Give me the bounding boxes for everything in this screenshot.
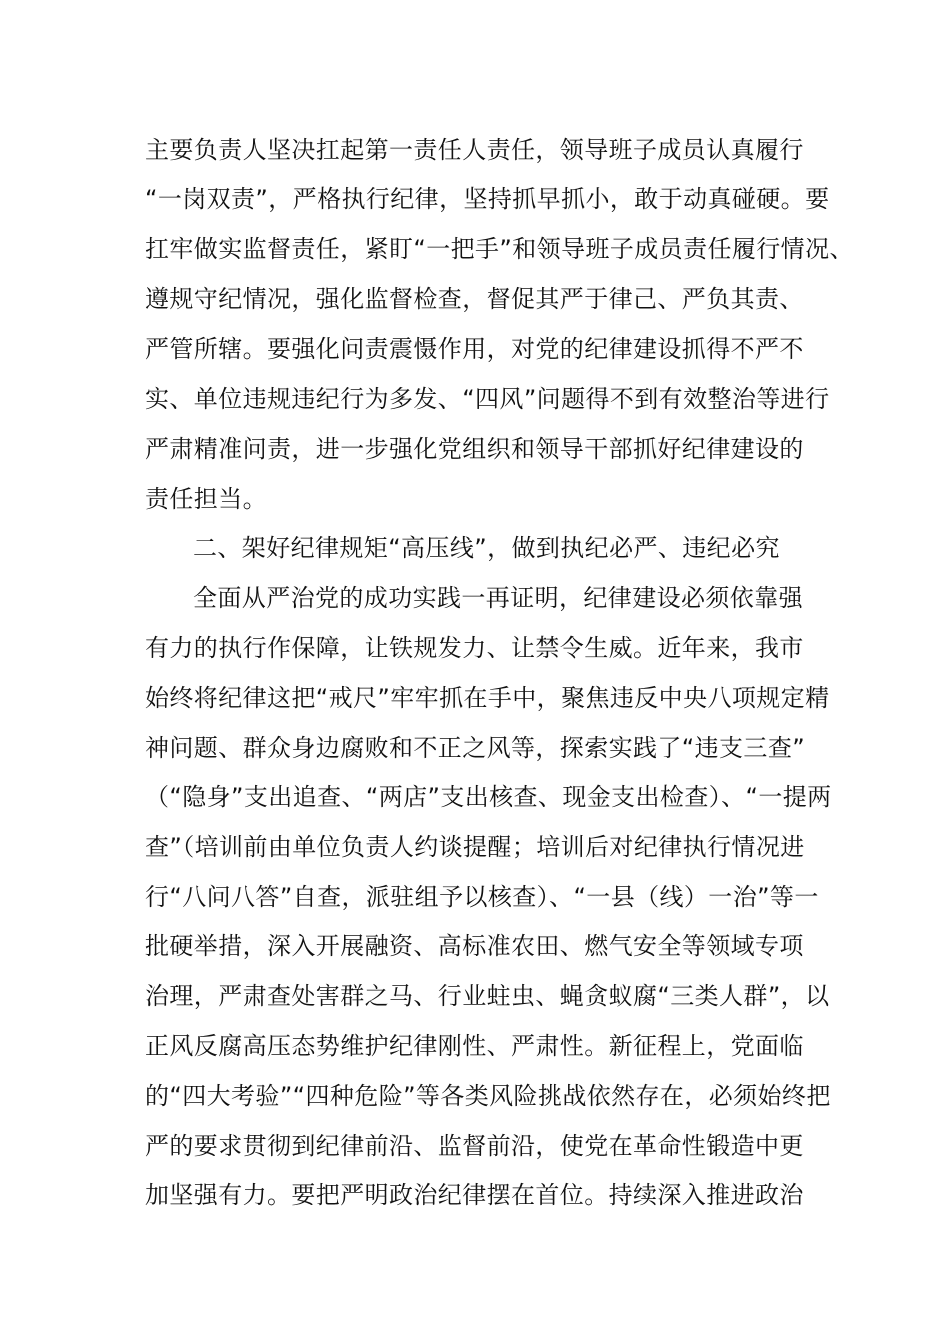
- paragraph-line: 查”（培训前由单位负责人约谈提醒；培训后对纪律执行情况进: [145, 833, 805, 861]
- paragraph-line: 的“四大考验”“四种危险”等各类风险挑战依然存在，必须始终把: [145, 1082, 831, 1110]
- paragraph-line: 严肃精准问责，进一步强化党组织和领导干部抓好纪律建设的: [145, 435, 804, 463]
- paragraph-line: 严管所辖。要强化问责震慑作用，对党的纪律建设抓得不严不: [145, 335, 804, 363]
- paragraph-line: 治理，严肃查处害群之马、行业蛀虫、蝇贪蚁腐“三类人群”，以: [145, 982, 830, 1010]
- section-heading: 二、架好纪律规矩“高压线”，做到执纪必严、违纪必究: [193, 534, 780, 562]
- paragraph-line: 遵规守纪情况，强化监督检查，督促其严于律己、严负其责、: [145, 285, 804, 313]
- paragraph-line: 严的要求贯彻到纪律前沿、监督前沿，使党在革命性锻造中更: [145, 1132, 804, 1160]
- paragraph-line: 扛牢做实监督责任，紧盯“一把手”和领导班子成员责任履行情况、: [145, 235, 854, 263]
- paragraph-line: 始终将纪律这把“戒尺”牢牢抓在手中，聚焦违反中央八项规定精: [145, 684, 830, 712]
- paragraph-line: （“隐身”支出追查、“两店”支出核查、现金支出检查）、“一提两: [145, 783, 832, 811]
- paragraph-line: 主要负责人坚决扛起第一责任人责任，领导班子成员认真履行: [145, 136, 804, 164]
- paragraph-line: “一岗双责”，严格执行纪律，坚持抓早抓小，敢于动真碰硬。要: [145, 185, 830, 213]
- paragraph-line: 加坚强有力。要把严明政治纪律摆在首位。持续深入推进政治: [145, 1181, 804, 1209]
- paragraph-line: 实、单位违规违纪行为多发、“四风”问题得不到有效整治等进行: [145, 385, 830, 413]
- paragraph-line: 全面从严治党的成功实践一再证明，纪律建设必须依靠强: [193, 584, 803, 612]
- paragraph-line: 正风反腐高压态势维护纪律刚性、严肃性。新征程上，党面临: [145, 1032, 804, 1060]
- paragraph-line: 责任担当。: [145, 485, 267, 513]
- paragraph-line: 神问题、群众身边腐败和不正之风等，探索实践了“违支三查”: [145, 734, 806, 762]
- paragraph-line: 有力的执行作保障，让铁规发力、让禁令生威。近年来，我市: [145, 634, 804, 662]
- paragraph-line: 行“八问八答”自查，派驻组予以核查）、“一县（线）一治”等一: [145, 883, 819, 911]
- paragraph-line: 批硬举措，深入开展融资、高标准农田、燃气安全等领域专项: [145, 932, 804, 960]
